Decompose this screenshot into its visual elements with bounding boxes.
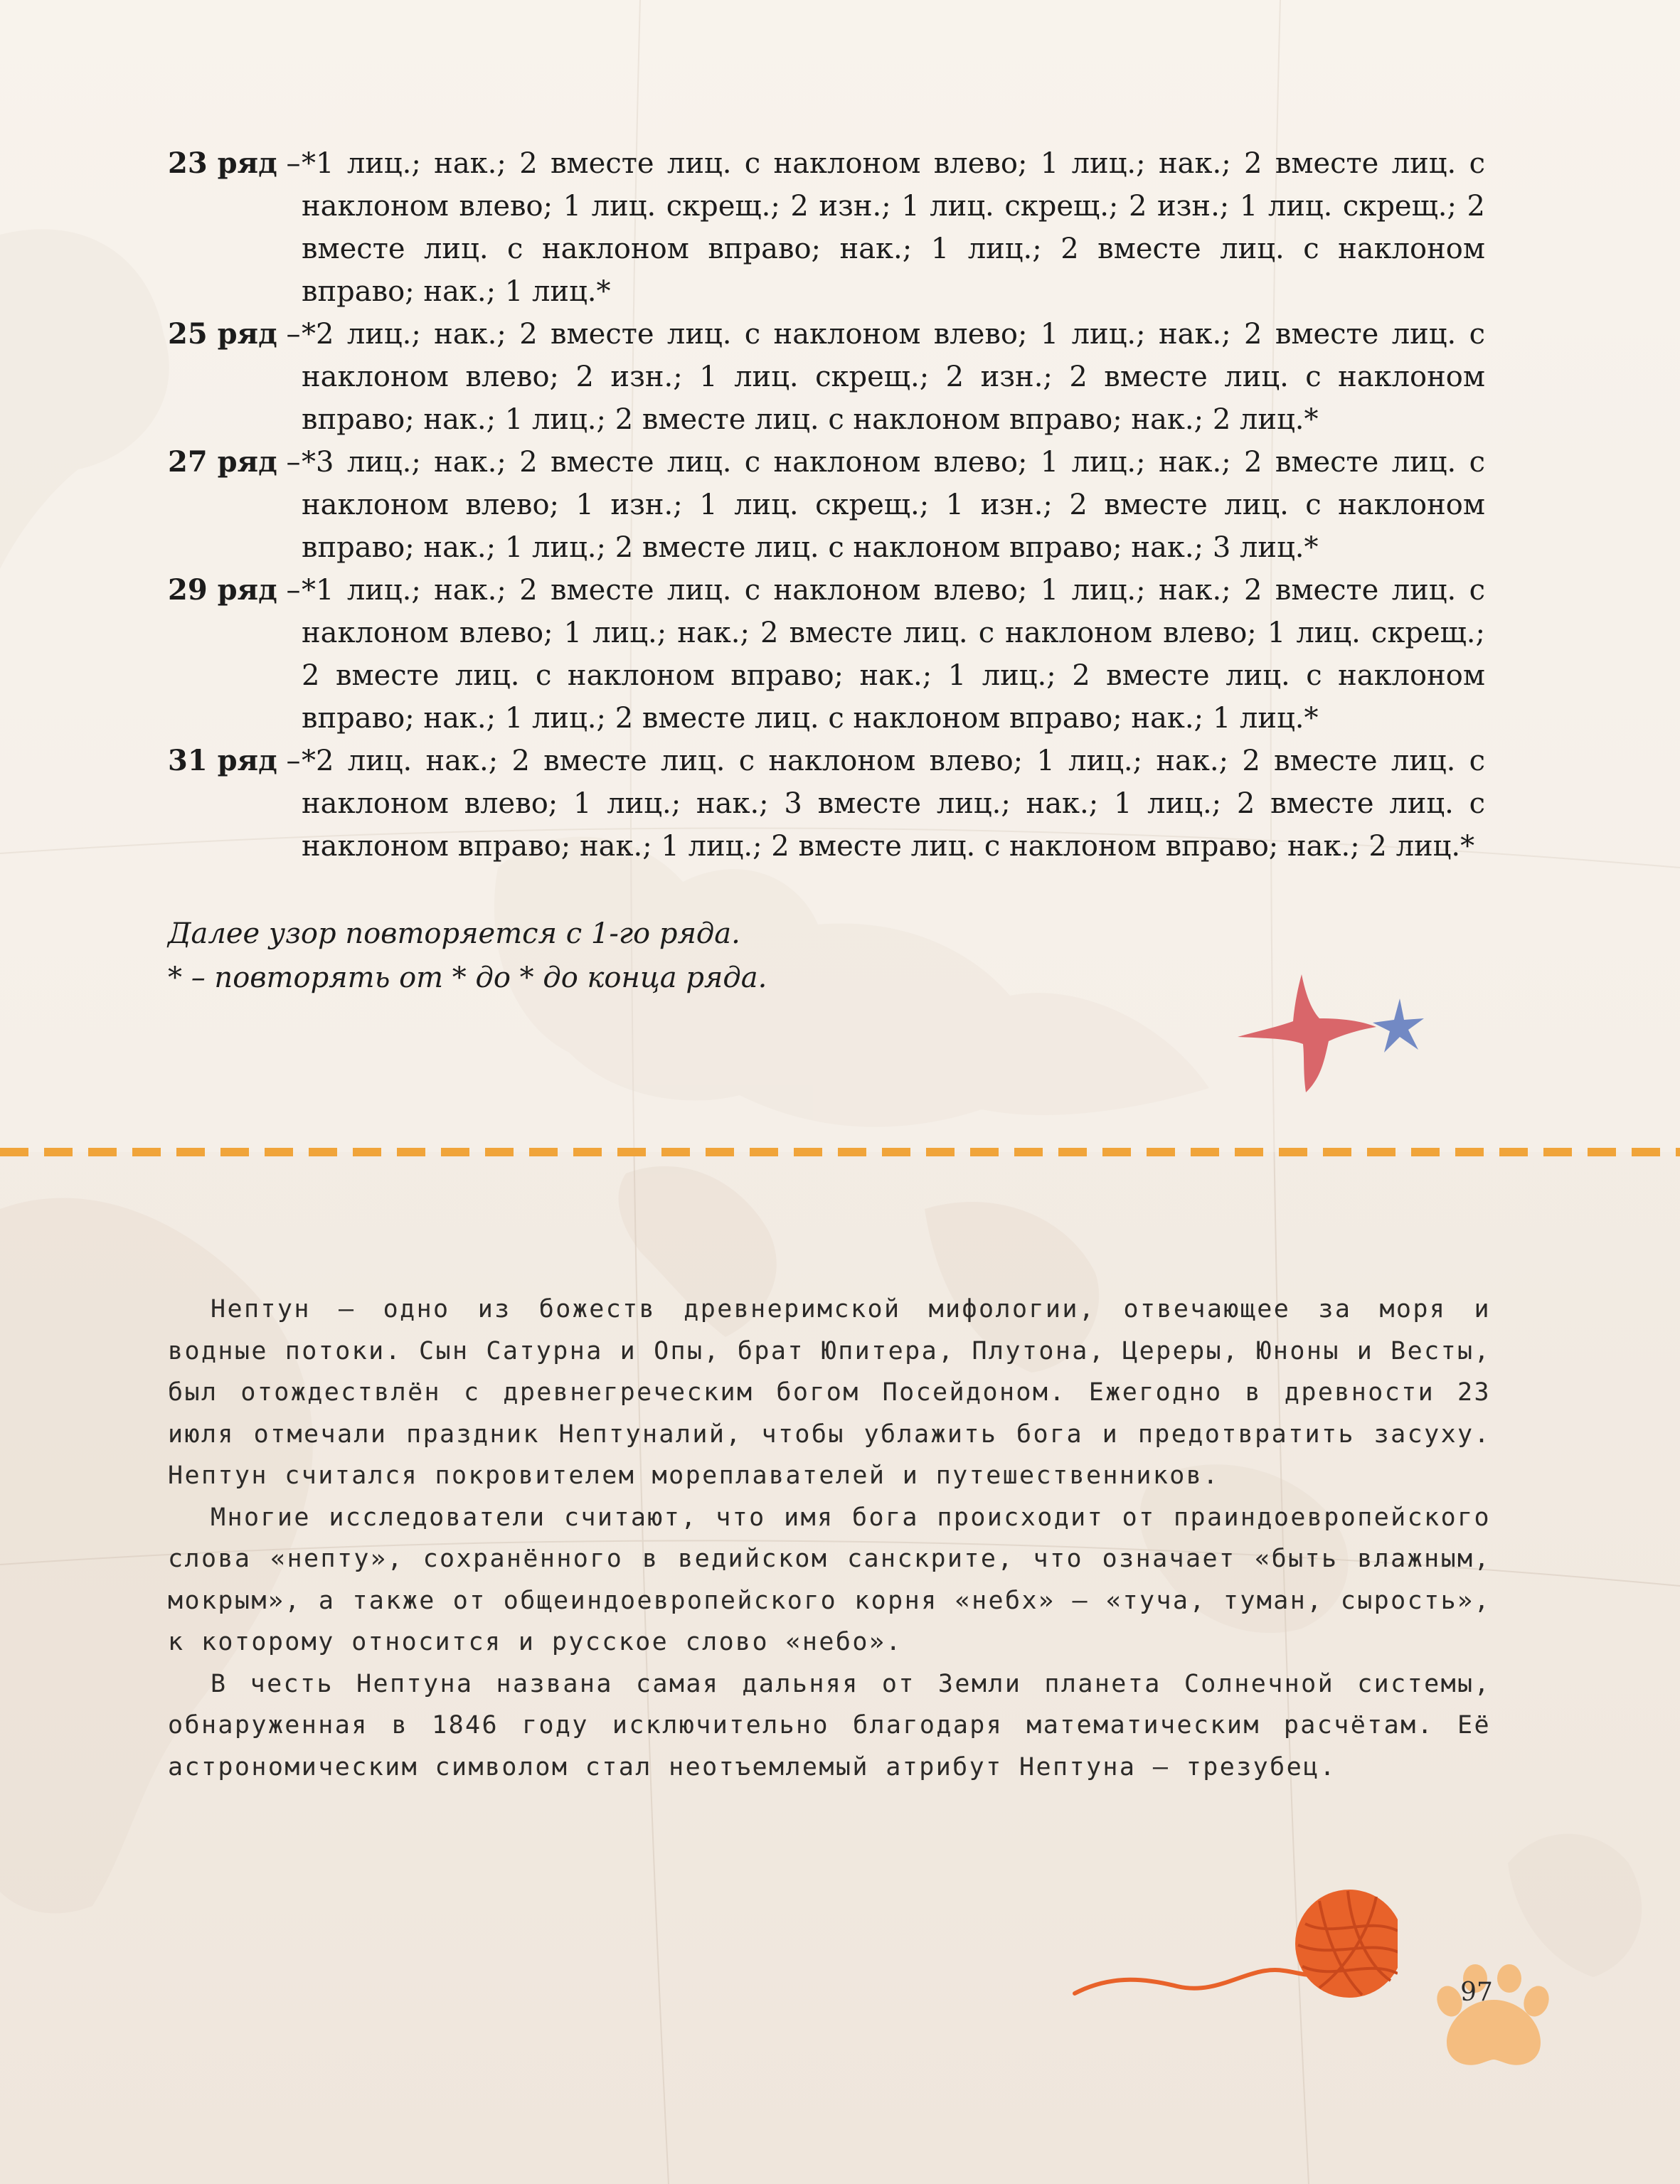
row-number: 23 ряд [168,147,277,180]
row-label [168,441,302,569]
pattern-notes [168,912,1164,1000]
page-number: 97 [1460,1978,1493,2007]
article-paragraph: Многие исследователи считают, что имя бога происходит от праиндоевропейского слова «непту», сохранённого в ведийском санскрите, что означает «быть влажным, мокрым», а также от общеиндоевропейского корня «небх» – «туча, туман, сырость», к которому относится и русское слово «небо». [168,1503,1491,1656]
row-instructions: *1 лиц.; нак.; 2 вместе лиц. с наклоном влево; 1 лиц.; нак.; 2 вместе лиц. с наклоном влево; 1 лиц.; нак.; 2 вместе лиц. с наклоном влево; 1 лиц. скрещ.; 2 вместе лиц. с наклоном вправо; нак.; 1 лиц.; 2 вместе лиц. с наклоном вправо; нак.; 1 лиц.; 2 вместе лиц. с наклоном вправо; нак.; 1 лиц.* [302,574,1485,735]
dashed-divider [0,1148,1680,1156]
row-instructions: *3 лиц.; нак.; 2 вместе лиц. с наклоном влево; 1 лиц.; нак.; 2 вместе лиц. с наклоном влево; 1 изн.; 1 лиц. скрещ.; 1 изн.; 2 вместе лиц. с наклоном вправо; нак.; 1 лиц.; 2 вместе лиц. с наклоном вправо; нак.; 3 лиц.* [302,446,1485,564]
row-label [168,142,302,313]
row-label [168,313,302,441]
red-starfish-icon [1238,974,1376,1092]
row-dash: – [277,446,301,479]
pattern-row [168,142,1485,313]
row-number: 29 ряд [168,573,277,607]
row-number: 27 ряд [168,445,277,479]
pattern-row [168,569,1485,740]
asterisk-note: * – повторять от * до * до конца ряда. [168,962,767,994]
row-dash: – [277,318,301,351]
row-label [168,740,302,868]
pattern-row [168,313,1485,441]
row-dash: – [277,745,301,777]
row-dash: – [277,574,301,607]
blue-starfish-icon [1373,998,1424,1053]
article-paragraph: Нептун – одно из божеств древнеримской мифологии, отвечающее за моря и водные потоки. Сын Сатурна и Опы, брат Юпитера, Плутона, Цереры, Юноны и Весты, был отождествлён с древнегреческим богом Посейдоном. Ежегодно в древности 23 июля отмечали праздник Нептуналий, чтобы ублажить бога и предотвратить засуху. Нептун считался покровителем мореплавателей и путешественников. [168,1295,1491,1490]
starfish-icon [1223,953,1444,1095]
row-number: 25 ряд [168,317,277,351]
pattern-row [168,740,1485,868]
repeat-note: Далее узор повторяется с 1-го ряда. [168,917,740,950]
row-dash: – [277,147,301,180]
pattern-row [168,441,1485,569]
row-number: 31 ряд [168,744,277,777]
yarn-ball-icon [1070,1888,1398,2023]
article-paragraph: В честь Нептуна названа самая дальняя от Земли планета Солнечной системы, обнаруженная в 1846 году исключительно благодаря математическим расчётам. Её астрономическим символом стал неотъемлемый атрибут Нептуна – трезубец. [168,1669,1491,1781]
row-instructions: *1 лиц.; нак.; 2 вместе лиц. с наклоном влево; 1 лиц.; нак.; 2 вместе лиц. с наклоном влево; 1 лиц. скрещ.; 2 изн.; 1 лиц. скрещ.; 2 изн.; 1 лиц. скрещ.; 2 вместе лиц. с наклоном вправо; нак.; 1 лиц.; 2 вместе лиц. с наклоном вправо; нак.; 1 лиц.* [302,147,1485,308]
row-label [168,569,302,740]
knitting-pattern-rows [168,142,1485,868]
neptune-article [168,1289,1491,1788]
row-instructions: *2 лиц.; нак.; 2 вместе лиц. с наклоном влево; 1 лиц.; нак.; 2 вместе лиц. с наклоном влево; 2 изн.; 1 лиц. скрещ.; 2 изн.; 2 вместе лиц. с наклоном вправо; нак.; 1 лиц.; 2 вместе лиц. с наклоном вправо; нак.; 2 лиц.* [302,318,1485,436]
row-instructions: *2 лиц. нак.; 2 вместе лиц. с наклоном влево; 1 лиц.; нак.; 2 вместе лиц. с наклоном влево; 1 лиц.; нак.; 3 вместе лиц.; нак.; 1 лиц.; 2 вместе лиц. с наклоном вправо; нак.; 1 лиц.; 2 вместе лиц. с наклоном вправо; нак.; 2 лиц.* [302,745,1485,863]
